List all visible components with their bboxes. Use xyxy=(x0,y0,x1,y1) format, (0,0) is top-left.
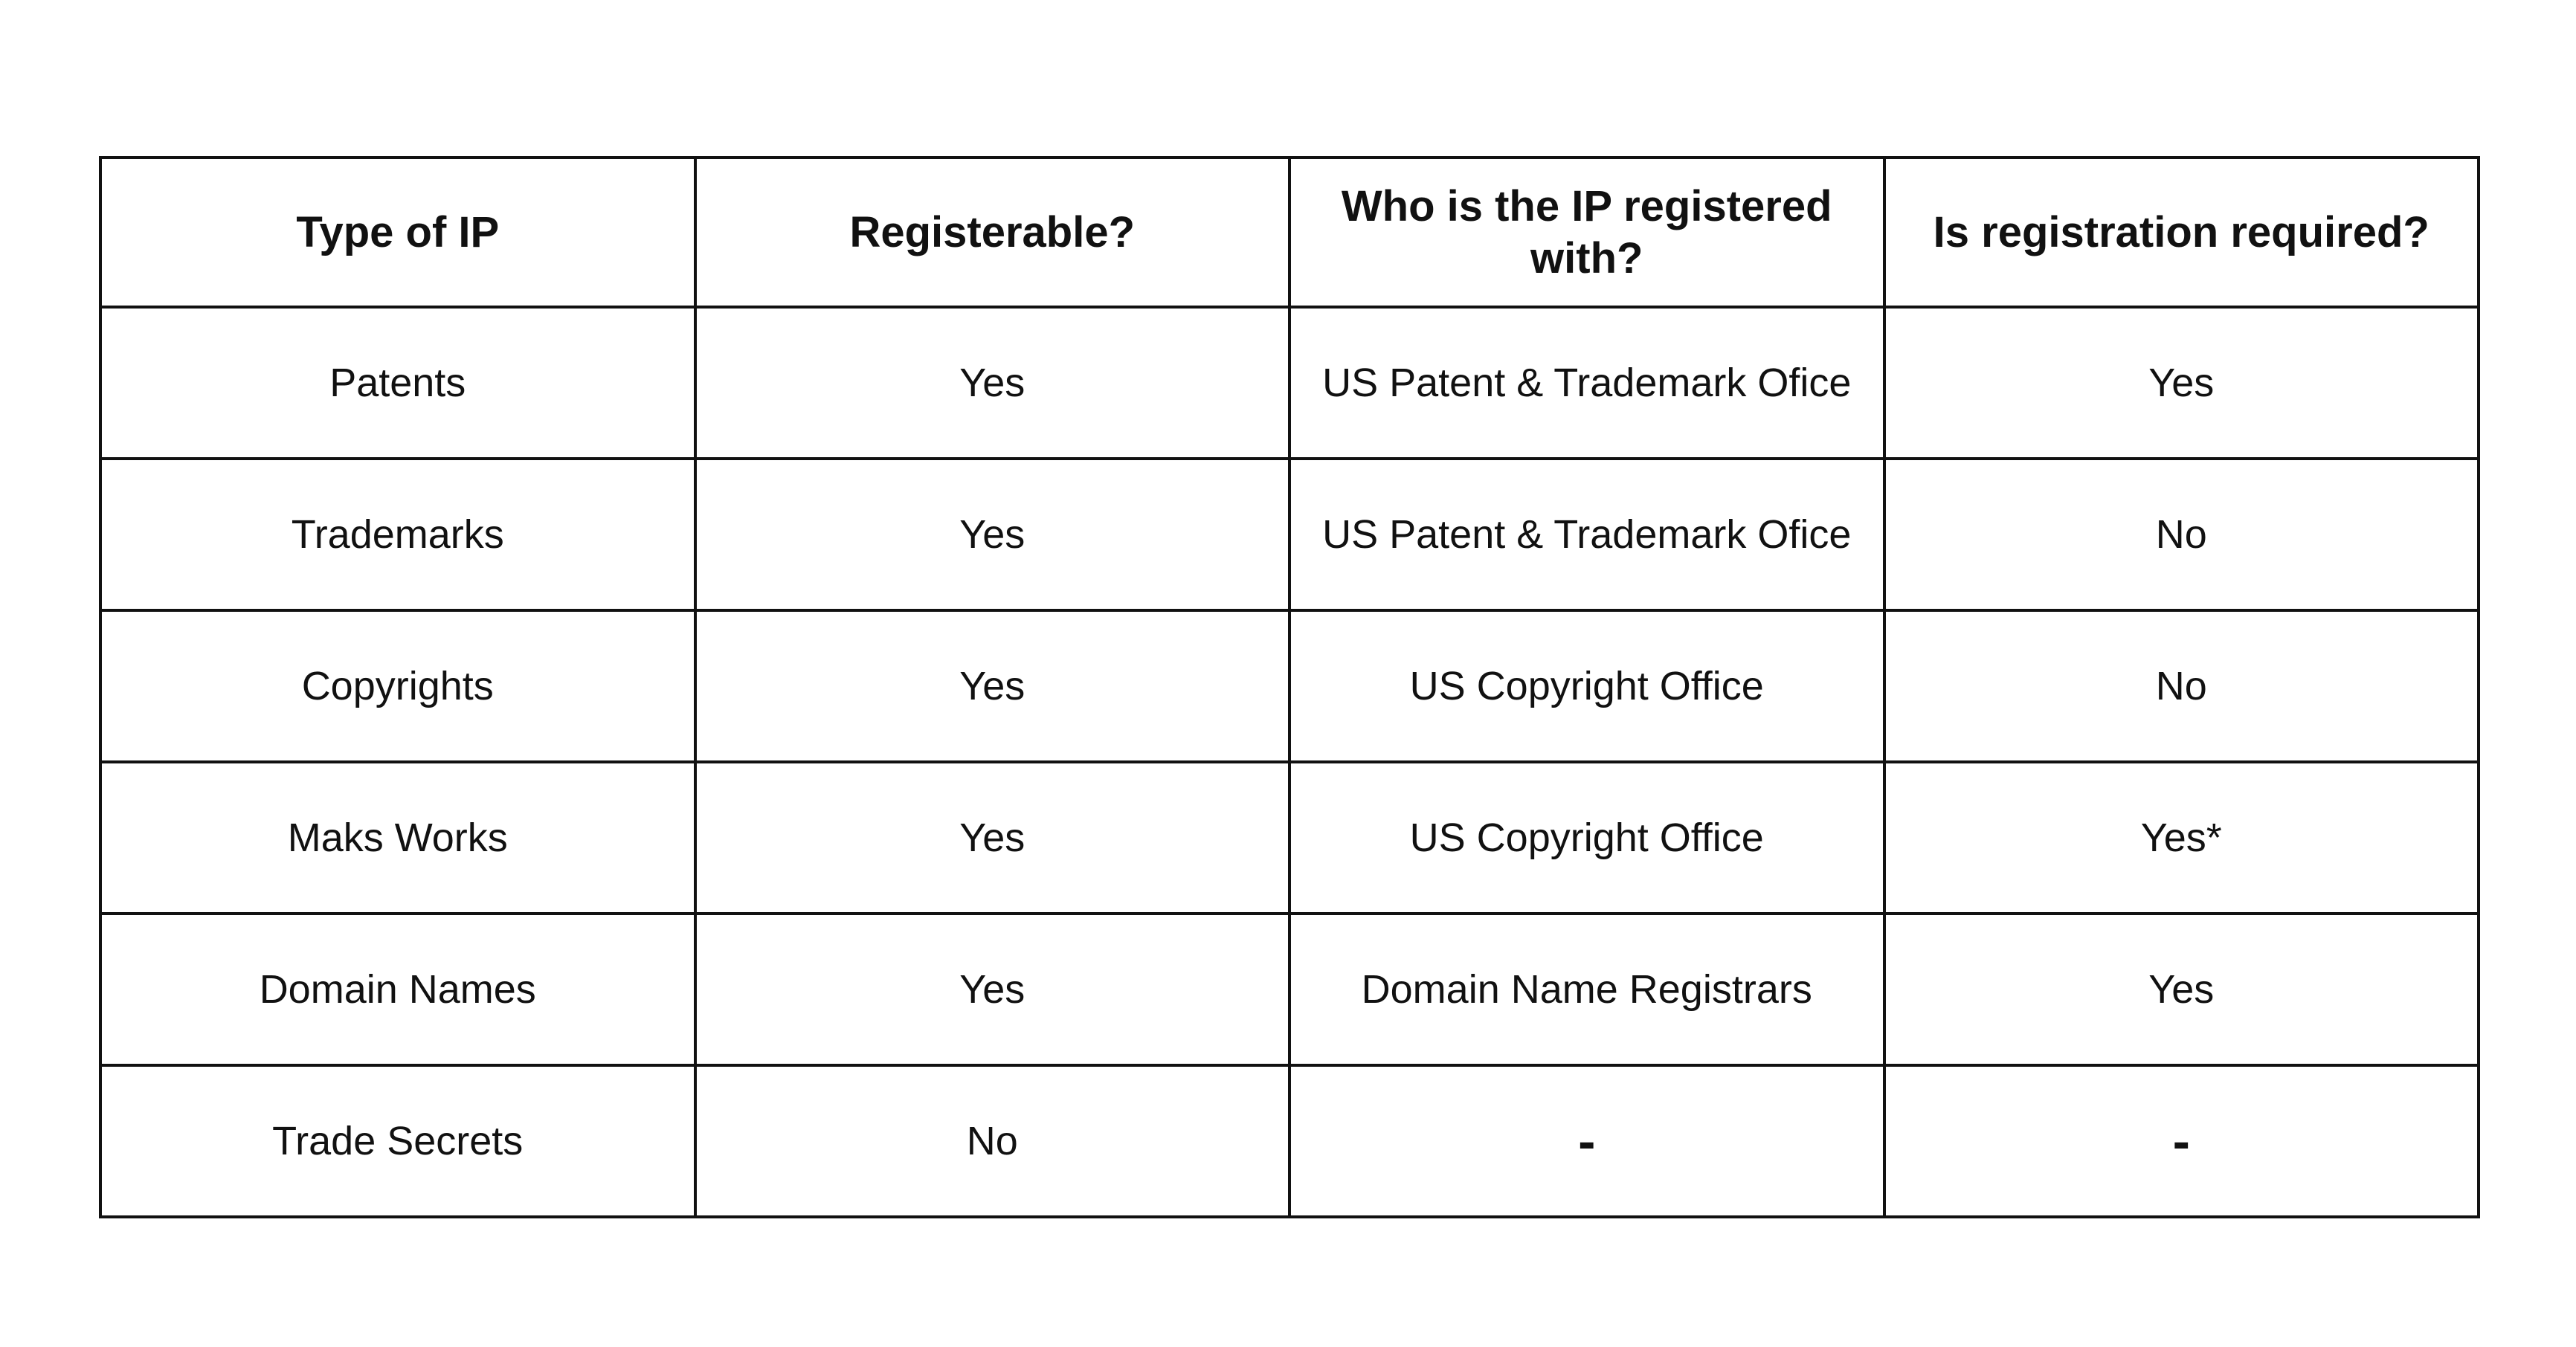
header-registration-required: Is registration required? xyxy=(1884,158,2479,307)
cell-registered-with: US Copyright Office xyxy=(1289,762,1884,914)
cell-type: Maks Works xyxy=(100,762,695,914)
cell-required: Yes xyxy=(1884,307,2479,459)
table-row xyxy=(100,459,2479,610)
cell-registerable: Yes xyxy=(695,762,1290,914)
table-row xyxy=(100,1065,2479,1217)
header-registerable: Registerable? xyxy=(695,158,1290,307)
ip-registration-table xyxy=(99,156,2480,1218)
cell-registered-with: US Patent & Trademark Ofice xyxy=(1289,307,1884,459)
table-body xyxy=(100,307,2479,1217)
header-type-of-ip: Type of IP xyxy=(100,158,695,307)
cell-type: Domain Names xyxy=(100,914,695,1065)
cell-registerable: Yes xyxy=(695,307,1290,459)
table-row xyxy=(100,914,2479,1065)
table-row xyxy=(100,610,2479,762)
cell-required: No xyxy=(1884,459,2479,610)
cell-registerable: No xyxy=(695,1065,1290,1217)
cell-registerable: Yes xyxy=(695,459,1290,610)
cell-registerable: Yes xyxy=(695,914,1290,1065)
header-registered-with: Who is the IP registered with? xyxy=(1289,158,1884,307)
cell-required: Yes xyxy=(1884,914,2479,1065)
table-row xyxy=(100,762,2479,914)
cell-required: Yes* xyxy=(1884,762,2479,914)
cell-registered-with: Domain Name Registrars xyxy=(1289,914,1884,1065)
cell-required: No xyxy=(1884,610,2479,762)
cell-type: Patents xyxy=(100,307,695,459)
table-header xyxy=(100,158,2479,307)
cell-registered-with: US Copyright Office xyxy=(1289,610,1884,762)
cell-type: Copyrights xyxy=(100,610,695,762)
cell-required: - xyxy=(1884,1065,2479,1217)
table-row xyxy=(100,307,2479,459)
cell-type: Trade Secrets xyxy=(100,1065,695,1217)
header-row xyxy=(100,158,2479,307)
cell-registered-with: - xyxy=(1289,1065,1884,1217)
cell-registered-with: US Patent & Trademark Ofice xyxy=(1289,459,1884,610)
cell-type: Trademarks xyxy=(100,459,695,610)
cell-registerable: Yes xyxy=(695,610,1290,762)
